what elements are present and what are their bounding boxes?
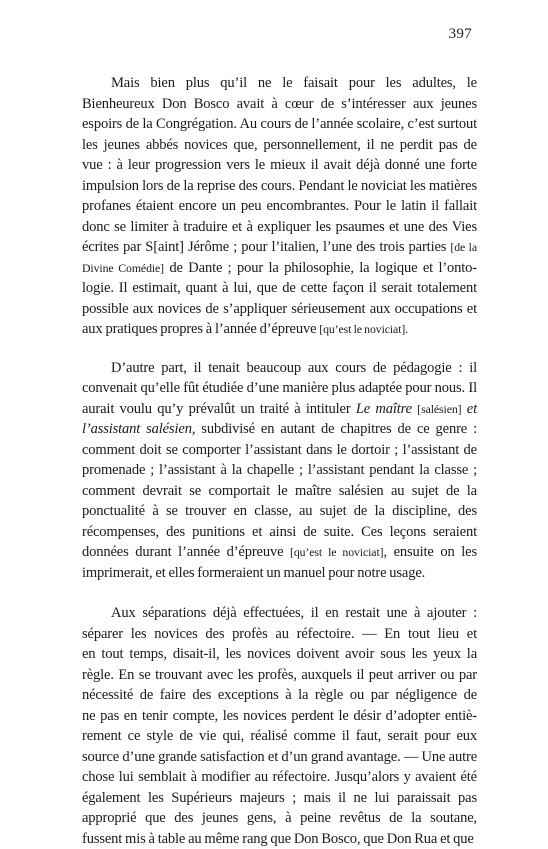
text-line bbox=[82, 460, 477, 481]
text-run: les jeunes abbés novices que, personnellement, il ne perdit pas de bbox=[82, 137, 477, 153]
text-run: Divine Comédie] bbox=[82, 261, 164, 275]
text-run: [qu’est le noviciat] bbox=[290, 545, 383, 559]
text-line bbox=[82, 378, 477, 399]
text-run: de Dante ; pour la philosophie, la logique et l’onto- bbox=[164, 260, 477, 276]
text-run: en tout temps, disait-il, les novices doivent avoir sous les yeux la bbox=[82, 646, 477, 662]
text-line bbox=[82, 440, 477, 461]
text-run: vue : à leur progression vers le mieux il avait déjà donné une forte bbox=[82, 157, 477, 173]
text-line bbox=[82, 542, 477, 563]
text-line bbox=[82, 788, 477, 809]
text-line bbox=[82, 135, 477, 156]
text-run: ne pas en tenir compte, les novices perdent le désir d’adopter entiè- bbox=[82, 708, 477, 724]
paragraph bbox=[82, 603, 477, 849]
text-run: [qu’est le noviciat]. bbox=[319, 322, 408, 336]
text-run: et bbox=[467, 401, 477, 417]
text-run: Bienheureux Don Bosco avait à cœur de s’intéresser aux jeunes bbox=[82, 96, 477, 112]
text-line bbox=[82, 644, 477, 665]
text-line bbox=[82, 767, 477, 788]
text-line bbox=[82, 685, 477, 706]
text-run: comment devrait se comportait le maître salésien au sujet de la bbox=[82, 483, 477, 499]
text-run: , subdivisé en autant de chapitres de ce genre : bbox=[192, 421, 477, 437]
text-run: séparer les novices des profès au réfectoire. — En tout lieu et bbox=[82, 626, 477, 642]
text-run: profanes étaient encore un peu encombrantes. Pour le latin il fallait bbox=[82, 198, 477, 214]
text-line bbox=[82, 237, 477, 258]
text-line bbox=[82, 94, 477, 115]
text-run: promenade ; l’assistant à la chapelle ; l’assistant pendant la classe ; bbox=[82, 462, 477, 478]
text-run: données durant l’année d’épreuve bbox=[82, 544, 290, 560]
text-run: imprimerait, et elles formeraient un manuel pour notre usage. bbox=[82, 565, 425, 581]
text-line bbox=[82, 603, 477, 624]
text-line bbox=[82, 726, 477, 747]
text-run: également les Supérieurs majeurs ; mais il ne lui paraissait pas bbox=[82, 790, 477, 806]
text-run: écrites par S[aint] Jérôme ; pour l’italien, l’une des trois parties bbox=[82, 239, 450, 255]
text-run: logie. Il estimait, quant à lui, que de cette façon il serait totalement bbox=[82, 280, 477, 296]
text-line bbox=[82, 829, 477, 849]
text-run: chose lui semblait à modifier au réfectoire. Jusqu’alors y avaient été bbox=[82, 769, 477, 785]
text-run: l’assistant salésien bbox=[82, 421, 192, 437]
text-line bbox=[82, 419, 477, 440]
text-line bbox=[82, 358, 477, 379]
text-line bbox=[82, 399, 477, 420]
text-line bbox=[82, 624, 477, 645]
text-run: approprié que des jeunes gens, à peine revêtus de la soutane, bbox=[82, 810, 477, 826]
text-line bbox=[82, 278, 477, 299]
text-run: donc se limiter à traduire et à expliquer les psaumes et une des Vies bbox=[82, 219, 477, 235]
text-line bbox=[82, 155, 477, 176]
text-run: rement ce style de vie qui, réalisé comme il faut, serait pour eux bbox=[82, 728, 477, 744]
paragraph bbox=[82, 358, 477, 584]
text-line bbox=[82, 258, 477, 279]
text-run: Le maître bbox=[356, 401, 412, 417]
text-line bbox=[82, 176, 477, 197]
text-run: Mais bien plus qu’il ne le faisait pour les adultes, le bbox=[111, 75, 477, 91]
text-run: règle. En se trouvant avec les profès, auxquels il peut arriver ou par bbox=[82, 667, 477, 683]
text-line bbox=[82, 706, 477, 727]
page-body bbox=[82, 73, 477, 849]
text-line bbox=[82, 747, 477, 768]
page-number: 397 bbox=[449, 26, 472, 43]
text-run: convenait qu’elle fût étudiée d’une manière plus adaptée pour nous. Il bbox=[82, 380, 477, 396]
text-run: [salésien] bbox=[417, 402, 461, 416]
paragraph bbox=[82, 73, 477, 340]
text-line bbox=[82, 808, 477, 829]
text-run: aux pratiques propres à l’année d’épreuve bbox=[82, 321, 319, 337]
text-run: espoirs de la Congrégation. Au cours de l’année scolaire, c’est surtout bbox=[82, 116, 477, 132]
text-run: aurait voulu qu’y prévalût un traité à intituler bbox=[82, 401, 356, 417]
text-run: possible aux novices de s’appliquer sérieusement aux occupations et bbox=[82, 301, 477, 317]
text-run: , ensuite on les bbox=[383, 544, 477, 560]
text-line bbox=[82, 481, 477, 502]
text-run: impulsion lors de la reprise des cours. Pendant le noviciat les matières bbox=[82, 178, 477, 194]
text-line bbox=[82, 114, 477, 135]
text-line bbox=[82, 299, 477, 320]
text-line bbox=[82, 319, 477, 340]
text-run: D’autre part, il tenait beaucoup aux cours de pédagogie : il bbox=[111, 360, 477, 376]
text-line bbox=[82, 217, 477, 238]
text-line bbox=[82, 501, 477, 522]
text-run: Aux séparations déjà effectuées, il en restait une à ajouter : bbox=[111, 605, 477, 621]
text-line bbox=[82, 522, 477, 543]
text-run: récompenses, des punitions et ainsi de suite. Ces leçons seraient bbox=[82, 524, 477, 540]
text-run: nécessité de faire des exceptions à la règle ou par négligence de bbox=[82, 687, 477, 703]
text-line bbox=[82, 563, 477, 584]
text-run: ponctualité à se trouver en classe, au sujet de la discipline, des bbox=[82, 503, 477, 519]
text-run: comment doit se comporter l’assistant dans le dortoir ; l’assistant de bbox=[82, 442, 477, 458]
text-run: source d’une grande satisfaction et d’un grand avantage. — Une autre bbox=[82, 749, 477, 765]
text-line bbox=[82, 196, 477, 217]
text-line bbox=[82, 665, 477, 686]
text-run: [de la bbox=[450, 240, 477, 254]
text-run: fussent mis à table au même rang que Don Bosco, que Don Rua et que bbox=[82, 831, 474, 847]
text-line bbox=[82, 73, 477, 94]
